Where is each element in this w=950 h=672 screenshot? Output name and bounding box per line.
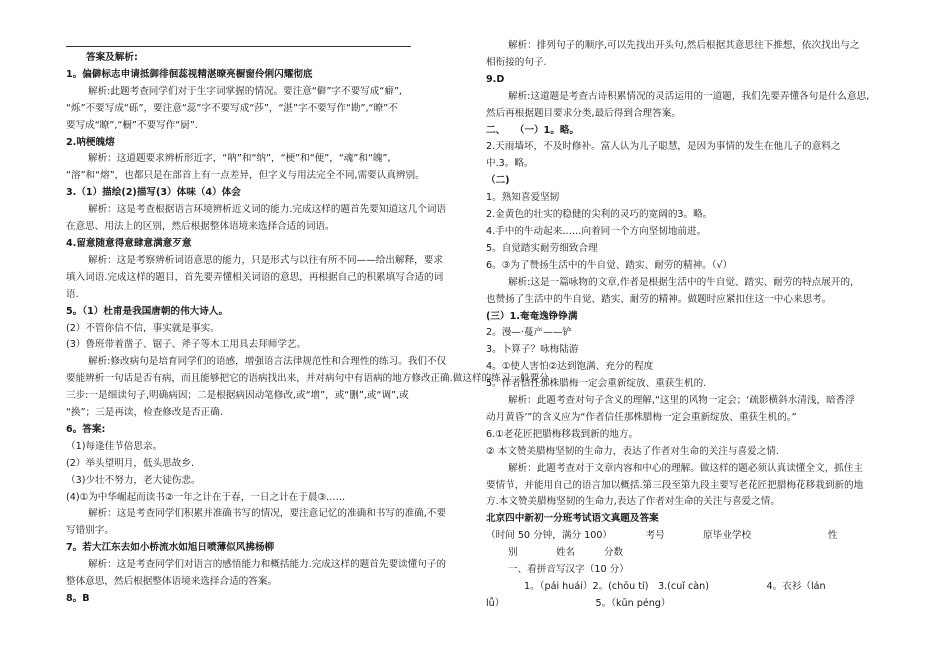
right-text-line: 动月黄昏’”的含义应为“作者信任那株腊梅一定会重新绽放、重获生机的。” <box>486 411 797 423</box>
left-text-line: (3）鲁班带着凿子、锯子、斧子等木工用具去拜师学艺。 <box>66 339 307 351</box>
left-text-line: “溶”和“熔”，也都只是在部首上有一点差异，但字义与用法完全不同,需要认真辨别。 <box>66 170 425 182</box>
right-text-line: 要情节，并能用自己的语言加以概括.第三段至第九段主要写老花匠把腊梅花移栽到新的地 <box>486 479 864 491</box>
right-text-line: 6。③为了赞扬生活中的牛自觉、踏实、耐劳的精神。（√） <box>486 259 733 271</box>
left-text-line: “换”；三是再读，检查修改是否正确. <box>66 407 223 419</box>
right-text-line: 4.手中的牛动起来……向着同一个方向坚韧地前进。 <box>486 225 707 237</box>
left-text-line: 要写成“瞭”,“橱”不要写作“厨”. <box>66 119 198 131</box>
right-text-line: 也赞扬了生活中的牛自觉、踏实、耐劳的精神。做题时应紧扣住这一中心来思考。 <box>486 293 832 305</box>
left-text-line: 7。若大江东去如小桥流水如旭日喷薄似风拂杨柳 <box>66 542 275 554</box>
left-text-line: 解析:修改病句是培育同学们的语感，增强语言法律规范性和合理性的练习。我们不仅 <box>88 356 447 368</box>
left-text-line: 解析：这是考察辨析词语意思的能力，只是形式与以往有所不同——给出解释，要求 <box>88 254 443 266</box>
right-text-line: lǚ） 5。（kūn péng） <box>486 597 671 609</box>
right-text-line: 中.3。略。 <box>486 158 534 170</box>
left-text-line: (2）举头望明月，低头思故乡. <box>66 457 195 469</box>
right-text-line: 二、 （一）1。略。 <box>486 124 580 136</box>
right-text-line: （二) <box>486 175 510 187</box>
left-text-line: （1)每逢佳节倍思亲。 <box>66 440 163 452</box>
right-text-line: 6.①老花匠把腊梅移栽到新的地方。 <box>486 428 639 440</box>
right-text-line: 解析:这是一篇咏物的文章,作者是根据生活中的牛自觉、踏实、耐劳的特点展开的， <box>508 276 860 288</box>
right-text-line: 5。作者信任那株腊梅一定会重新绽放、重获生机的. <box>486 378 707 390</box>
left-text-line: “烁”不要写成“砾”，要注意“蕊”字不要写成“莎”，“湛”字不要写作“勘”,“暸”不 <box>66 102 398 114</box>
left-text-line: 答案及解析: <box>86 52 138 63</box>
right-text-line: 然后再根据题目要求分类,最后得到合理答案。 <box>486 107 681 119</box>
left-text-line: 写错别字。 <box>66 525 114 537</box>
left-text-line: 2.呐梗魄熔 <box>66 136 115 148</box>
right-text-line: 解析：此题考查对句子含义的理解,“这里的风物一定会；‘疏影横斜水清浅，暗香浮 <box>508 395 855 407</box>
left-text-line: 1。偏僻标志申请抵御徘徊蕊视精湛暸亮橱窗伶俐闪耀彻底 <box>66 68 313 80</box>
right-text-line: ② 本文赞美腊梅坚韧的生命力，表达了作者对生命的关注与喜爱之情. <box>486 445 779 457</box>
right-text-line: 1。（pái huái）2。(chōu tí) 3.(cuǐ càn) 4。衣衫（lán <box>524 581 826 592</box>
left-text-line: 语. <box>66 288 79 300</box>
left-text-line: 在意思、用法上的区别，然后根据整体语境来选择合适的词语。 <box>66 221 335 233</box>
right-text-line: 2.天雨墙坏，不及时修补。富人认为儿子聪慧，是因为事情的发生在他儿子的意料之 <box>486 141 841 153</box>
right-text-line: 相衔接的句子. <box>486 56 547 68</box>
right-text-line: 方.本文赞美腊梅坚韧的生命力,表达了作者对生命的关注与喜爱之情。 <box>486 496 780 508</box>
left-text-line: 解析：这道题要求辨析形近字，“呐”和“纳”，“梗”和“便”，“魂”和“魄”, <box>88 153 391 165</box>
right-column <box>486 38 898 613</box>
left-text-line: 填入词语.完成这样的题目，首先要弄懂相关词语的意思，再根据自己的积累填写合适的词 <box>66 271 444 283</box>
left-text-line: 解析：这是考查同学们积累并准确书写的情况，要注意记忆的准确和书写的准确,不要 <box>88 508 447 520</box>
left-text-line: 整体意思，然后根据整体语境来选择合适的答案。 <box>66 576 278 588</box>
right-text-line: 3。卜算子？咏梅陆游 <box>486 344 579 356</box>
right-text-line: 4。①使人害怕②达到饱满、充分的程度 <box>486 361 654 373</box>
right-text-line: 2。漫—·蔓产——铲 <box>486 327 572 339</box>
right-text-line: 北京四中新初一分班考试语文真题及答案 <box>486 513 659 525</box>
left-text-line: 6。答案: <box>66 423 106 435</box>
left-text-line: 解析：这是考查根据语言环境辨析近义词的能力.完成这样的题首先要知道这几个词语 <box>88 204 447 216</box>
left-text-line: (4)①为中华崛起而读书②一年之计在于春，一日之计在于晨③…… <box>66 491 346 503</box>
left-text-line: 5。（1）杜甫是我国唐朝的伟大诗人。 <box>66 305 229 317</box>
right-text-line: （时间 50 分钟，满分 100） 考号 原毕业学校 性 <box>486 530 838 542</box>
right-text-line: 解析:这道题是考查古诗积累情况的灵活运用的一道题，我们先要弄懂各句是什么意思, <box>508 90 870 102</box>
header-divider <box>66 46 411 47</box>
right-text-line: 5。自觉踏实耐劳细致合理 <box>486 242 598 254</box>
left-text-line: 4.留意随意得意肆意满意歹意 <box>66 237 192 249</box>
left-text-line: 解析:此题考查同学们对于生字词掌握的情况。要注意“僻”字不要写成“癖”, <box>88 85 402 97</box>
left-text-line: 8。B <box>66 593 90 604</box>
right-text-line: 一、看拼音写汉字（10 分） <box>508 564 629 576</box>
left-text-line: （3)少壮不努力，老大徒伤悲。 <box>66 474 201 486</box>
left-text-line: (2）不管你信不信，事实就是事实。 <box>66 322 220 334</box>
right-text-line: (三）1.奄奄逸铮铮满 <box>486 310 578 322</box>
right-text-line: 解析：排列句子的顺序,可以先找出开头句,然后根据其意思往下推想，依次找出与之 <box>508 40 860 51</box>
left-text-line: 解析：这是考查同学们对语言的感悟能力和概括能力.完成这样的题首先要读懂句子的 <box>88 559 447 571</box>
left-text-line: 三步:一是细读句子,明确病因；二是根据病因动笔修改,或“增”，或“删”,或“调”,或 <box>66 390 409 402</box>
left-text-line: 3.（1）描绘(2)描写(3）体味（4）体会 <box>66 187 241 199</box>
right-text-line: 2.金黄色的壮实的稳健的尖利的灵巧的宽阔的3。略。 <box>486 209 713 221</box>
right-text-line: 解析：此题考查对于文章内容和中心的理解。做这样的题必须认真读懂全文，抓住主 <box>508 462 863 474</box>
right-text-line: 别 姓名 分数 <box>508 547 624 559</box>
right-text-line: 1。熟知喜爱坚韧 <box>486 192 560 204</box>
right-text-line: 9.D <box>486 73 505 85</box>
left-text-line: 要能辨析一句话是否有病，而且能够把它的语病找出来，并对病句中有语病的地方修改正确.做这样的练习一般要分 <box>66 373 549 385</box>
right-text-block <box>486 38 898 613</box>
